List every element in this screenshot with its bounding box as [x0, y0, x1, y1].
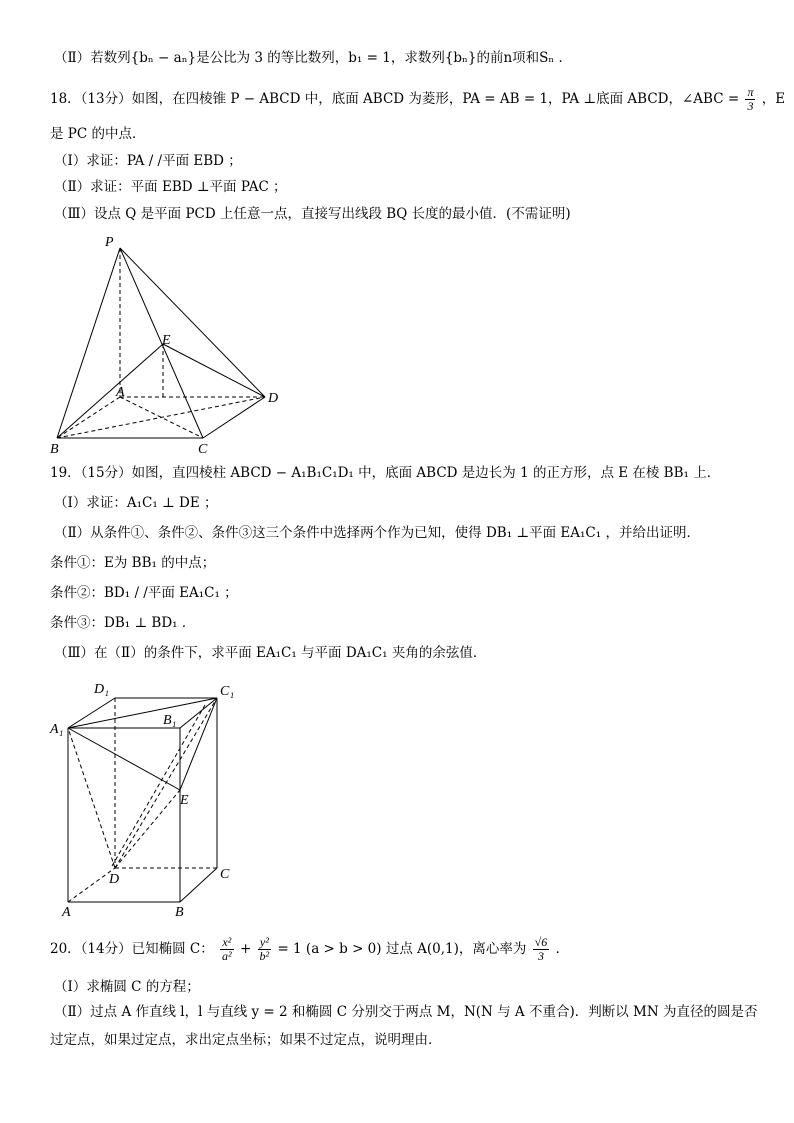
p20-frac-e: [533, 936, 550, 963]
p20-frac-y-den: b²: [259, 949, 270, 963]
p19-label-A1: A₁: [50, 722, 64, 737]
p18-stem-line2: 是 PC 的中点．: [50, 126, 146, 142]
p19-stem: 19．（15分）如图，直四棱柱 ABCD − A₁B₁C₁D₁ 中，底面 ABCD 是边长为 1 的正方形，点 E 在棱 BB₁ 上．: [50, 465, 721, 481]
p18-stem: [50, 85, 786, 113]
p19-label-A: A: [62, 905, 71, 920]
p20-stem-text: 20．（14分）已知椭圆 C：: [50, 941, 214, 957]
p19-part3: （Ⅲ）在（Ⅱ）的条件下，求平面 EA₁C₁ 与平面 DA₁C₁ 夹角的余弦值．: [54, 645, 487, 661]
p18-label-E: E: [162, 333, 171, 348]
p19-label-D: D: [109, 872, 120, 887]
p20-frac-e-num: √6: [534, 935, 548, 949]
p18-pyramid-figure: [45, 232, 295, 457]
p18-part3: （Ⅲ）设点 Q 是平面 PCD 上任意一点，直接写出线段 BQ 长度的最小值．(不需证明): [54, 206, 571, 222]
p18-angle-fraction: [745, 86, 755, 113]
p18-label-C: C: [198, 442, 208, 457]
p20-stem-end: ．: [555, 941, 570, 957]
p19-part2: （Ⅱ）从条件①、条件②、条件③这三个条件中选择两个作为已知，使得 DB₁ ⊥平面 EA₁C₁ ，并给出证明．: [54, 525, 700, 541]
p19-label-C1: C₁: [220, 684, 235, 699]
p18-stem-tail: ，E: [761, 91, 786, 107]
p19-label-E: E: [180, 793, 189, 808]
p18-frac-den: 3: [747, 99, 754, 113]
p19-prism-figure: [45, 675, 250, 920]
p20-part1: （Ⅰ）求椭圆 C 的方程；: [54, 979, 200, 995]
p18-label-P: P: [105, 235, 114, 250]
p20-stem-mid: = 1 (a > b > 0) 过点 A(0,1)，离心率为: [277, 941, 527, 957]
p19-label-B1: B₁: [163, 713, 177, 728]
p20-part2-line1: （Ⅱ）过点 A 作直线 l，l 与直线 y = 2 和椭圆 C 分别交于两点 M，N(N 与 A 不重合)．判断以 MN 为直径的圆是否: [54, 1004, 758, 1020]
p20-frac-e-den: 3: [537, 949, 544, 963]
p20-frac-y-num: y²: [258, 936, 272, 950]
p19-label-B: B: [175, 905, 184, 920]
p19-part1: （Ⅰ）求证：A₁C₁ ⊥ DE ；: [54, 495, 218, 511]
p18-stem-text: 18．（13分）如图，在四棱锥 P − ABCD 中，底面 ABCD 为菱形，PA = AB = 1，PA ⊥底面 ABCD，∠ABC =: [50, 91, 740, 107]
p18-label-D: D: [268, 391, 279, 406]
p17-part2: （Ⅱ）若数列{bₙ − aₙ}是公比为 3 的等比数列，b₁ = 1，求数列{bₙ}的前n项和Sₙ ．: [54, 50, 573, 66]
p19-cond3: 条件③：DB₁ ⊥ BD₁ ．: [50, 615, 196, 631]
p18-label-B: B: [50, 442, 59, 457]
p18-part2: （Ⅱ）求证：平面 EBD ⊥平面 PAC ；: [54, 179, 287, 195]
p20-frac-x-num: x²: [220, 936, 234, 950]
p20-frac-x-den: a²: [222, 949, 232, 963]
p20-plus: +: [239, 941, 252, 957]
p20-stem: [50, 935, 754, 963]
p19-label-C: C: [220, 867, 230, 882]
p19-label-D1: D₁: [94, 682, 109, 697]
p20-frac-x: [220, 936, 234, 963]
p20-frac-y: [258, 936, 272, 963]
p18-frac-num: π: [747, 85, 754, 99]
p18-part1: （Ⅰ）求证：PA / /平面 EBD ；: [54, 153, 242, 169]
p20-part2-line2: 过定点，如果过定点，求出定点坐标；如果不过定点，说明理由．: [50, 1032, 442, 1048]
p19-cond1: 条件①：E为 BB₁ 的中点；: [50, 555, 216, 571]
p18-label-A: A: [116, 385, 125, 400]
p19-cond2: 条件②：BD₁ / /平面 EA₁C₁ ；: [50, 585, 238, 601]
